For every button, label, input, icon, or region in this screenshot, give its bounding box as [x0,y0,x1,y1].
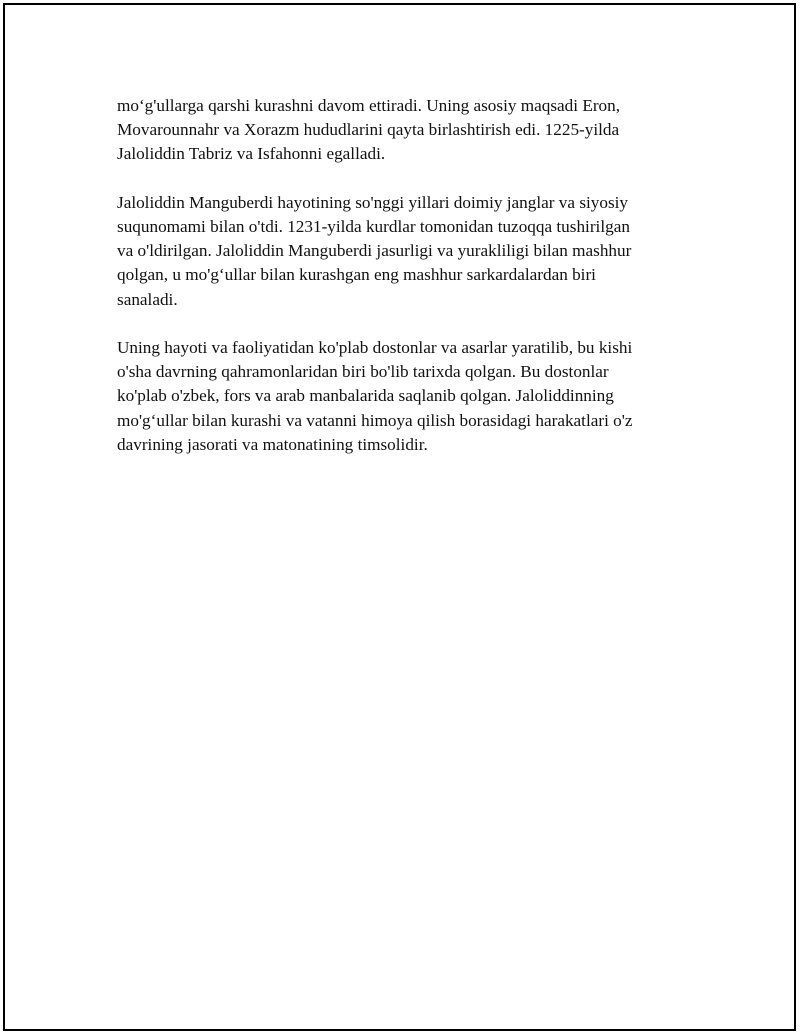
paragraph-1: mo‘g'ullarga qarshi kurashni davom ettiradi. Uning asosiy maqsadi Eron, Movarounnahr va Xorazm hududlarini qayta birlashtirish edi. 1225-yilda Jaloliddin Tabriz va Isfahonni egalladi. [117,96,621,164]
document-body [117,94,682,481]
paragraph-3: Uning hayoti va faoliyatidan ko'plab dostonlar va asarlar yaratilib, bu kishi o'sha davrning qahramonlaridan biri bo'lib tarixda qolgan. Bu dostonlar ko'plab o'zbek, fors va arab manbalarida saqlanib qolgan. Jaloliddinning mo'g‘ullar bilan kurashi va vatanni himoya qilish borasidagi harakatlari o'z davrining jasorati va matonatining timsolidir. [117,338,633,454]
paragraph-2: Jaloliddin Manguberdi hayotining so'nggi yillari doimiy janglar va siyosiy suqunomami bilan o'tdi. 1231-yilda kurdlar tomonidan tuzoqqa tushirilgan va o'ldirilgan. Jaloliddin Manguberdi jasurligi va yurakliligi bilan mashhur qolgan, u mo'g‘ullar bilan kurashgan eng mashhur sarkardalardan biri sanaladi. [117,192,632,309]
